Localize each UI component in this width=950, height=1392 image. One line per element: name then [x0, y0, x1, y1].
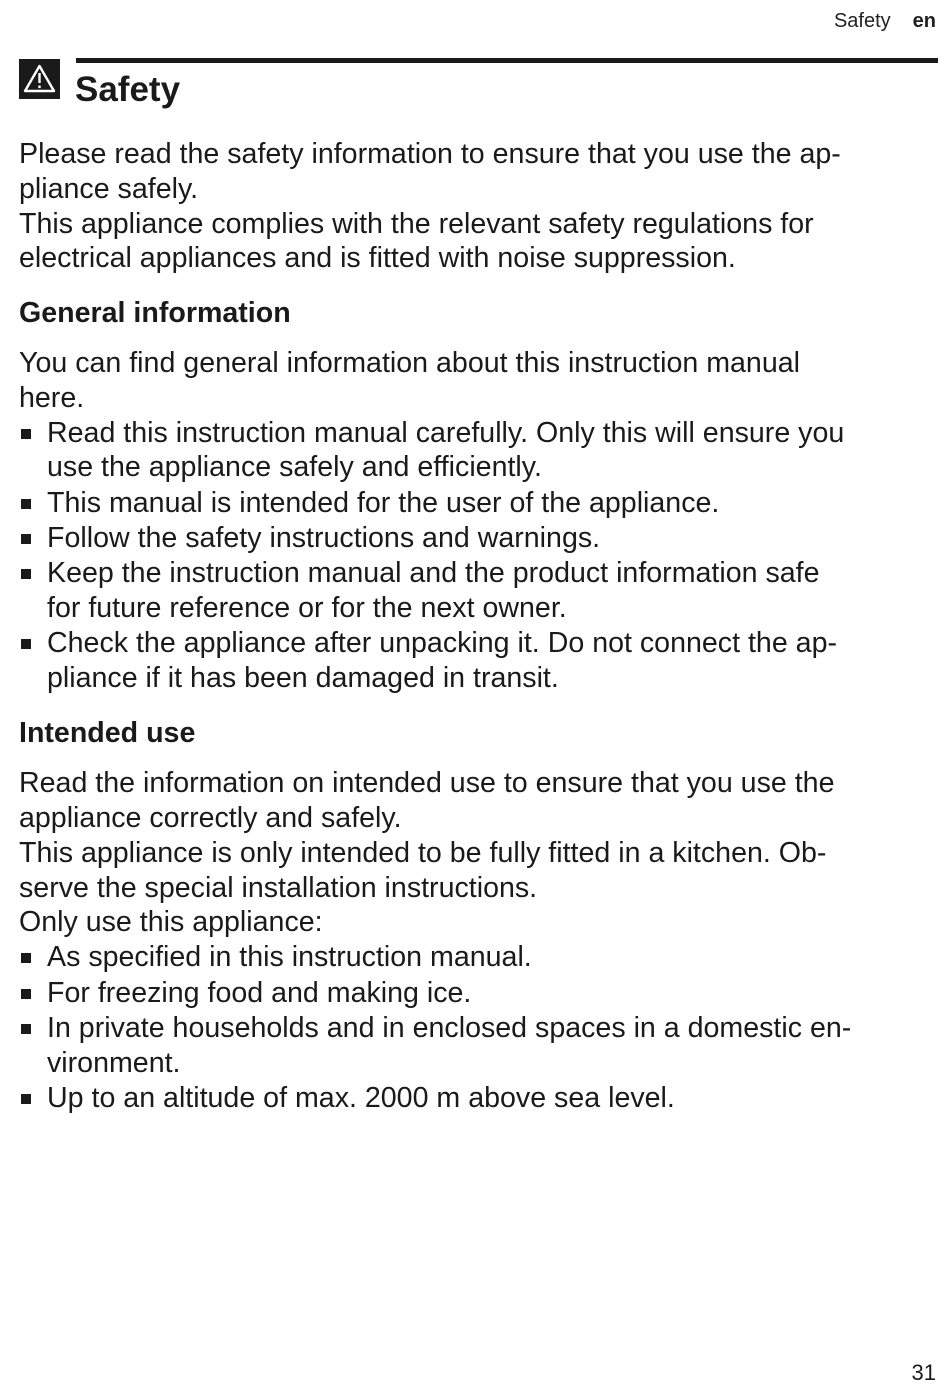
- header-section-label: Safety: [833, 10, 891, 32]
- intended-use-list: [19, 940, 939, 1115]
- list-item: In private households and in enclosed spaces in a domestic en- vironment.: [19, 1011, 939, 1081]
- document-body: [19, 137, 939, 1116]
- bullet-icon: [21, 569, 31, 579]
- bullet-icon: [21, 429, 31, 439]
- bullet-icon: [21, 1024, 31, 1034]
- list-item: Read this instruction manual carefully. Only this will ensure you use the appliance safely and efficiently.: [19, 416, 939, 486]
- list-item: Follow the safety instructions and warnings.: [19, 521, 939, 556]
- bullet-icon: [21, 639, 31, 649]
- list-item: This manual is intended for the user of the appliance.: [19, 486, 939, 521]
- general-information-list: [19, 416, 939, 696]
- intended-use-heading: Intended use: [19, 717, 196, 750]
- list-item: For freezing food and making ice.: [19, 976, 939, 1011]
- bullet-icon: [21, 499, 31, 509]
- page-number: 31: [911, 1360, 936, 1385]
- bullet-icon: [21, 953, 31, 963]
- general-information-paragraph: You can find general information about this instruction manual here.: [19, 346, 800, 414]
- warning-triangle-icon: [19, 59, 60, 99]
- running-header: [834, 8, 936, 34]
- bullet-icon: [21, 1094, 31, 1104]
- intended-use-paragraph-2: This appliance is only intended to be fully fitted in a kitchen. Ob- serve the special installation instructions.: [19, 836, 827, 904]
- general-information-heading: General information: [19, 297, 291, 330]
- bullet-icon: [21, 989, 31, 999]
- intended-use-paragraph-1: Read the information on intended use to ensure that you use the appliance correctly and safely.: [19, 767, 835, 835]
- list-item: Check the appliance after unpacking it. Do not connect the ap- pliance if it has been damaged in transit.: [19, 626, 939, 696]
- title-rule: [76, 58, 938, 63]
- intro-paragraph-1: Please read the safety information to ensure that you use the ap- pliance safely.: [19, 138, 841, 205]
- list-item: Up to an altitude of max. 2000 m above sea level.: [19, 1081, 939, 1116]
- list-item: As specified in this instruction manual.: [19, 940, 939, 975]
- intended-use-paragraph-3: Only use this appliance:: [19, 906, 323, 939]
- page-title: Safety: [75, 70, 181, 109]
- header-language-label: en: [912, 10, 936, 32]
- bullet-icon: [21, 534, 31, 544]
- intro-paragraph-2: This appliance complies with the relevant safety regulations for electrical appliances and is fitted with noise suppression.: [19, 207, 814, 275]
- list-item: Keep the instruction manual and the product information safe for future reference or for the next owner.: [19, 556, 939, 626]
